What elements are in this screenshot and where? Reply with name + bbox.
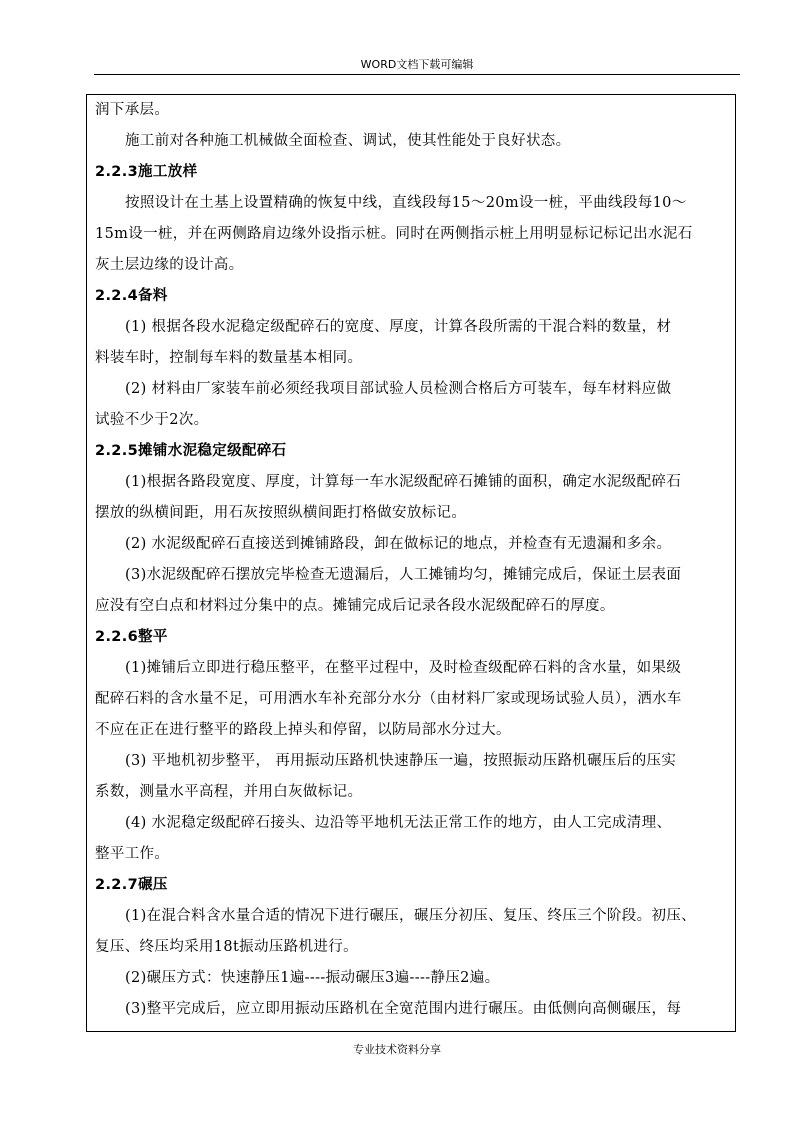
text-line: 施工前对各种施工机械做全面检查、调试，使其性能处于良好状态。: [125, 133, 571, 149]
text-line: (2) 材料由厂家装车前必须经我项目部试验人员检测合格后方可装车，每车材料应做: [125, 381, 672, 397]
text-line: 不应在正在进行整平的路段上掉头和停留，以防局部水分过大。: [95, 722, 511, 738]
text-line: 配碎石料的含水量不足，可用洒水车补充部分水分（由材料厂家或现场试验人员），洒水车: [95, 691, 682, 707]
text-line: 复压、终压均采用18t振动压路机进行。: [95, 939, 358, 955]
content-frame: [86, 94, 736, 1032]
text-line: 系数，测量水平高程，并用白灰做标记。: [95, 784, 363, 800]
text-line: (2)碾压方式：快速静压1遍----振动碾压3遍----静压2遍。: [125, 970, 500, 986]
text-line: (1)在混合料含水量合适的情况下进行碾压，碾压分初压、复压、终压三个阶段。初压、: [125, 908, 697, 924]
text-line: (4) 水泥稳定级配碎石接头、边沿等平地机无法正常工作的地方，由人工完成清理、: [125, 815, 672, 831]
text-line: 应没有空白点和材料过分集中的点。摊铺完成后记录各段水泥级配碎石的厚度。: [95, 598, 615, 614]
section-heading: 2.2.6整平: [95, 629, 168, 645]
text-line: 料装车时，控制每车料的数量基本相同。: [95, 350, 363, 366]
header-rule: [94, 74, 740, 75]
text-line: 整平工作。: [95, 846, 170, 862]
text-line: 按照设计在土基上设置精确的恢复中线，直线段每15～20m设一桩，平曲线段每10～: [125, 195, 687, 211]
text-line: 试验不少于2次。: [95, 412, 209, 428]
section-heading: 2.2.7碾压: [95, 877, 168, 893]
text-line: (2) 水泥级配碎石直接送到摊铺路段，卸在做标记的地点，并检查有无遗漏和多余。: [125, 536, 672, 552]
text-line: 灰土层边缘的设计高。: [95, 257, 244, 273]
text-line: (3)水泥级配碎石摆放完毕检查无遗漏后，人工摊铺均匀，摊铺完成后，保证土层表面: [125, 567, 682, 583]
text-line: (3)整平完成后，应立即用振动压路机在全宽范围内进行碾压。由低侧向高侧碾压，每: [125, 1001, 682, 1017]
page-footer: 专业技术资料分享: [353, 1043, 441, 1056]
section-heading: 2.2.4备料: [95, 288, 168, 304]
text-line: (1)摊铺后立即进行稳压整平，在整平过程中，及时检查级配碎石料的含水量，如果级: [125, 660, 682, 676]
text-line: 润下承层。: [95, 102, 170, 118]
text-line: 15m设一桩，并在两侧路肩边缘外设指示桩。同时在两侧指示桩上用明显标记标记出水泥石: [95, 226, 693, 242]
page-header: WORD文档下载可编辑: [360, 58, 474, 71]
text-line: (3) 平地机初步整平， 再用振动压路机快速静压一遍，按照振动压路机碾压后的压实: [125, 753, 677, 769]
section-heading: 2.2.5摊铺水泥稳定级配碎石: [95, 443, 287, 459]
text-line: (1) 根据各段水泥稳定级配碎石的宽度、厚度，计算各段所需的干混合料的数量，材: [125, 319, 672, 335]
text-line: (1)根据各路段宽度、厚度，计算每一车水泥级配碎石摊铺的面积，确定水泥级配碎石: [125, 474, 682, 490]
section-heading: 2.2.3施工放样: [95, 164, 198, 180]
text-line: 摆放的纵横间距，用石灰按照纵横间距打格做安放标记。: [95, 505, 467, 521]
